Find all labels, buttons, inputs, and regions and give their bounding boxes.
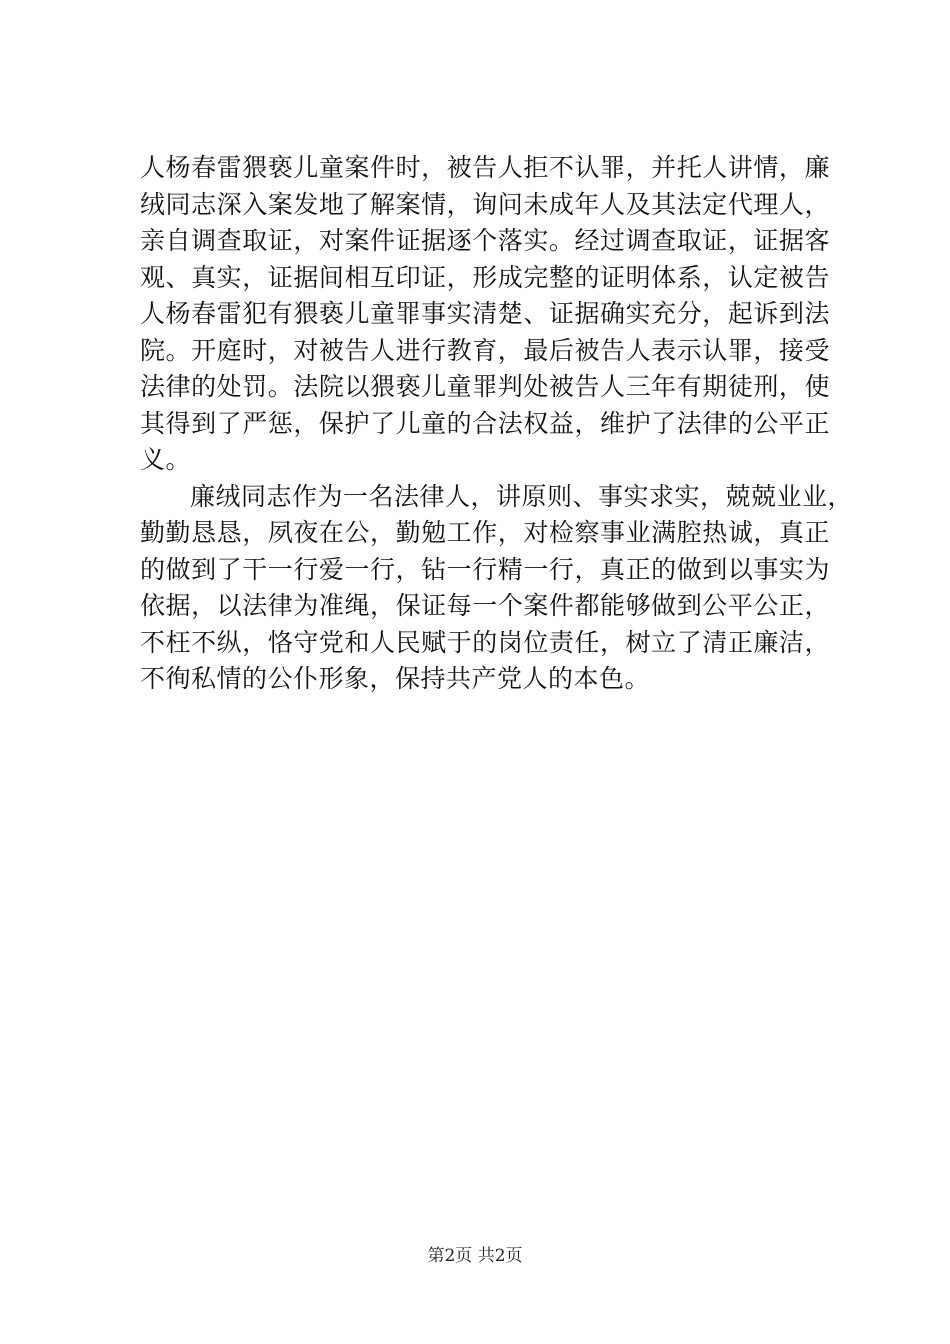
text-line: 廉绒同志作为一名法律人，讲原则、事实求实，兢兢业业， <box>190 481 854 511</box>
text-line: 不枉不纵，恪守党和人民赋于的岗位责任，树立了清正廉洁， <box>140 627 830 657</box>
text-line: 义。 <box>140 445 192 474</box>
text-line: 人杨春雷犯有猥亵儿童罪事实清楚、证据确实充分，起诉到法 <box>140 299 830 328</box>
text-line: 绒同志深入案发地了解案情，询问未成年人及其法定代理人， <box>140 189 830 219</box>
text-line: 人杨春雷猥亵儿童案件时，被告人拒不认罪，并托人讲情，廉 <box>140 153 830 182</box>
paragraph-case-detail <box>140 150 830 479</box>
document-body <box>140 150 854 698</box>
paragraph-summary <box>140 479 854 698</box>
page-number-footer: 第2页 共2页 <box>427 1246 523 1266</box>
text-line: 观、真实，证据间相互印证，形成完整的证明体系，认定被告 <box>140 262 830 292</box>
text-line: 院。开庭时，对被告人进行教育，最后被告人表示认罪，接受 <box>140 335 830 365</box>
text-line: 亲自调查取证，对案件证据逐个落实。经过调查取证，证据客 <box>140 226 830 255</box>
text-line: 的做到了干一行爱一行，钻一行精一行，真正的做到以事实为 <box>140 554 830 584</box>
text-line: 不徇私情的公仆形象，保持共产党人的本色。 <box>140 664 651 693</box>
text-line: 其得到了严惩，保护了儿童的合法权益，维护了法律的公平正 <box>140 408 830 438</box>
text-line: 法律的处罚。法院以猥亵儿童罪判处被告人三年有期徒刑，使 <box>140 372 830 401</box>
text-line: 勤勤恳恳，夙夜在公，勤勉工作，对检察事业满腔热诚，真正 <box>140 518 830 547</box>
text-line: 依据，以法律为准绳，保证每一个案件都能够做到公平公正， <box>140 591 830 620</box>
